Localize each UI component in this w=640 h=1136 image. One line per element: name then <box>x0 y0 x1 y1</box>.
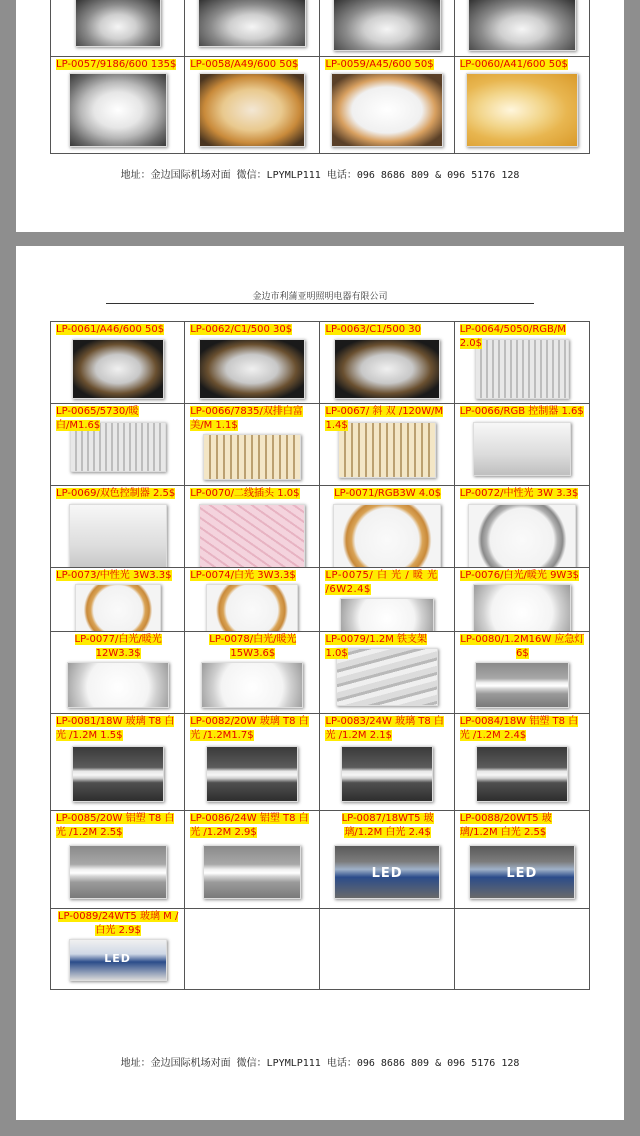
product-image <box>333 0 441 51</box>
product-cell <box>454 568 589 632</box>
product-cell <box>454 0 589 57</box>
product-label: LP-0072/中性光 3W 3.3$ <box>459 488 579 499</box>
product-cell <box>320 811 454 909</box>
product-image <box>341 746 433 802</box>
product-image <box>473 422 571 476</box>
product-label: LP-0058/A49/600 50$ <box>190 59 299 70</box>
product-label: LP-0084/18W 铝塑 T8 白光 /1.2M 2.4$ <box>459 716 579 741</box>
product-cell <box>320 486 454 568</box>
product-image <box>334 339 440 399</box>
empty-cell <box>320 909 454 990</box>
product-image <box>198 0 306 47</box>
led-box-text: LED <box>506 865 538 881</box>
product-image <box>72 746 164 802</box>
product-label: LP-0067/ 斜 双 /120W/M 1.4$ <box>325 406 444 431</box>
empty-cell <box>185 909 320 990</box>
product-cell <box>454 714 589 811</box>
product-label: LP-0061/A46/600 50$ <box>56 324 165 335</box>
product-image <box>67 662 169 708</box>
product-image <box>69 73 167 147</box>
product-cell <box>454 486 589 568</box>
product-cell <box>454 57 589 154</box>
product-label: LP-0070/二线插头 1.0$ <box>190 488 300 499</box>
product-label: LP-0079/1.2M 铁支架 1.0$ <box>325 634 428 659</box>
product-image <box>473 584 571 632</box>
product-label: LP-0064/5050/RGB/M 2.0$ <box>459 324 566 349</box>
product-image <box>203 845 301 899</box>
product-cell <box>51 811 185 909</box>
product-cell <box>51 632 185 714</box>
product-cell <box>51 568 185 632</box>
product-label: LP-0078/白光/暖光 15W3.6$ <box>209 634 297 659</box>
product-label: LP-0073/中性光 3W3.3$ <box>56 570 172 581</box>
product-image <box>468 0 576 51</box>
document-page-2 <box>16 246 624 1120</box>
product-image <box>340 598 434 632</box>
product-cell <box>51 909 185 990</box>
product-cell <box>320 404 454 486</box>
product-cell <box>51 322 185 404</box>
product-cell <box>51 57 185 154</box>
product-image <box>199 339 305 399</box>
product-label: LP-0062/C1/500 30$ <box>190 324 293 335</box>
page-header: 金边市利蒲亚明照明电器有限公司 <box>252 292 388 302</box>
product-cell <box>51 714 185 811</box>
product-label: LP-0083/24W 玻璃 T8 白光 /1.2M 2.1$ <box>325 716 444 741</box>
product-image <box>69 939 167 981</box>
product-cell <box>51 404 185 486</box>
product-label: LP-0089/24WT5 玻璃 M /白光 2.9$ <box>57 911 179 936</box>
product-cell <box>320 322 454 404</box>
product-label: LP-0086/24W 铝塑 T8 白光 /1.2M 2.9$ <box>190 813 309 838</box>
product-cell <box>454 811 589 909</box>
product-image <box>334 845 440 899</box>
product-cell <box>185 322 320 404</box>
product-label: LP-0081/18W 玻璃 T8 白光 /1.2M 1.5$ <box>56 716 175 741</box>
product-label: LP-0069/双色控制器 2.5$ <box>56 488 176 499</box>
product-image <box>203 434 301 480</box>
led-box-text: LED <box>371 865 403 881</box>
product-image <box>206 746 298 802</box>
product-cell <box>185 811 320 909</box>
led-box-text: LED <box>104 952 131 965</box>
product-cell <box>454 404 589 486</box>
product-table-2 <box>50 321 590 990</box>
product-cell <box>185 486 320 568</box>
product-label: LP-0057/9186/600 135$ <box>56 59 177 70</box>
product-cell <box>185 57 320 154</box>
product-image <box>75 584 161 632</box>
product-cell <box>320 568 454 632</box>
product-image <box>476 746 568 802</box>
product-cell <box>185 568 320 632</box>
product-cell <box>454 632 589 714</box>
product-label: LP-0071/RGB3W 4.0$ <box>334 488 442 499</box>
product-label: LP-0060/A41/600 50$ <box>459 59 568 70</box>
product-label: LP-0059/A45/600 50$ <box>325 59 434 70</box>
product-label: LP-0087/18WT5 玻璃/1.2M 白光 2.4$ <box>341 813 434 838</box>
product-label: LP-0063/C1/500 30 <box>325 324 421 335</box>
page-footer: 地址：金边国际机场对面 微信：LPYMLP111 电话：096 8686 809 & 096 5176 128 <box>120 170 520 181</box>
product-image <box>468 504 576 568</box>
product-label: LP-0065/5730/暖白/M1.6$ <box>56 406 139 431</box>
product-label: LP-0077/白光/暖光 12W3.3$ <box>74 634 162 659</box>
product-cell <box>320 632 454 714</box>
product-label: LP-0066/RGB 控制器 1.6$ <box>459 406 584 417</box>
product-label: LP-0080/1.2M16W 应急灯 6$ <box>460 634 585 659</box>
product-cell <box>185 404 320 486</box>
product-image <box>69 845 167 899</box>
product-label: LP-0075/ 白 光 / 暖 光 /6W2.4$ <box>325 570 438 595</box>
product-image <box>72 339 164 399</box>
product-label: LP-0074/白光 3W3.3$ <box>190 570 296 581</box>
empty-cell <box>454 909 589 990</box>
product-label: LP-0076/白光/暖光 9W3$ <box>459 570 580 581</box>
product-cell <box>320 714 454 811</box>
product-image <box>469 845 575 899</box>
product-image <box>199 73 305 147</box>
product-label: LP-0082/20W 玻璃 T8 白光 /1.2M1.7$ <box>190 716 309 741</box>
product-cell <box>454 322 589 404</box>
product-label: LP-0066/7835/双排白富美/M 1.1$ <box>190 406 303 431</box>
product-cell <box>320 57 454 154</box>
product-cell <box>185 632 320 714</box>
product-cell <box>185 0 320 57</box>
product-image <box>333 504 441 568</box>
product-cell <box>320 0 454 57</box>
product-image <box>75 0 161 47</box>
product-cell <box>185 714 320 811</box>
product-label: LP-0085/20W 铝塑 T8 白光 /1.2M 2.5$ <box>56 813 175 838</box>
document-page-1 <box>16 0 624 232</box>
product-cell <box>51 486 185 568</box>
product-image <box>199 504 305 568</box>
product-label: LP-0088/20WT5 玻璃/1.2M 白光 2.5$ <box>459 813 552 838</box>
product-image <box>331 73 443 147</box>
product-table-1 <box>50 0 590 154</box>
product-cell <box>51 0 185 57</box>
product-image <box>69 504 167 568</box>
product-image <box>201 662 303 708</box>
page-footer: 地址：金边国际机场对面 微信：LPYMLP111 电话：096 8686 809 & 096 5176 128 <box>120 1058 520 1069</box>
product-image <box>475 662 569 708</box>
product-image <box>206 584 298 632</box>
product-image <box>466 73 578 147</box>
header-rule <box>106 303 534 304</box>
